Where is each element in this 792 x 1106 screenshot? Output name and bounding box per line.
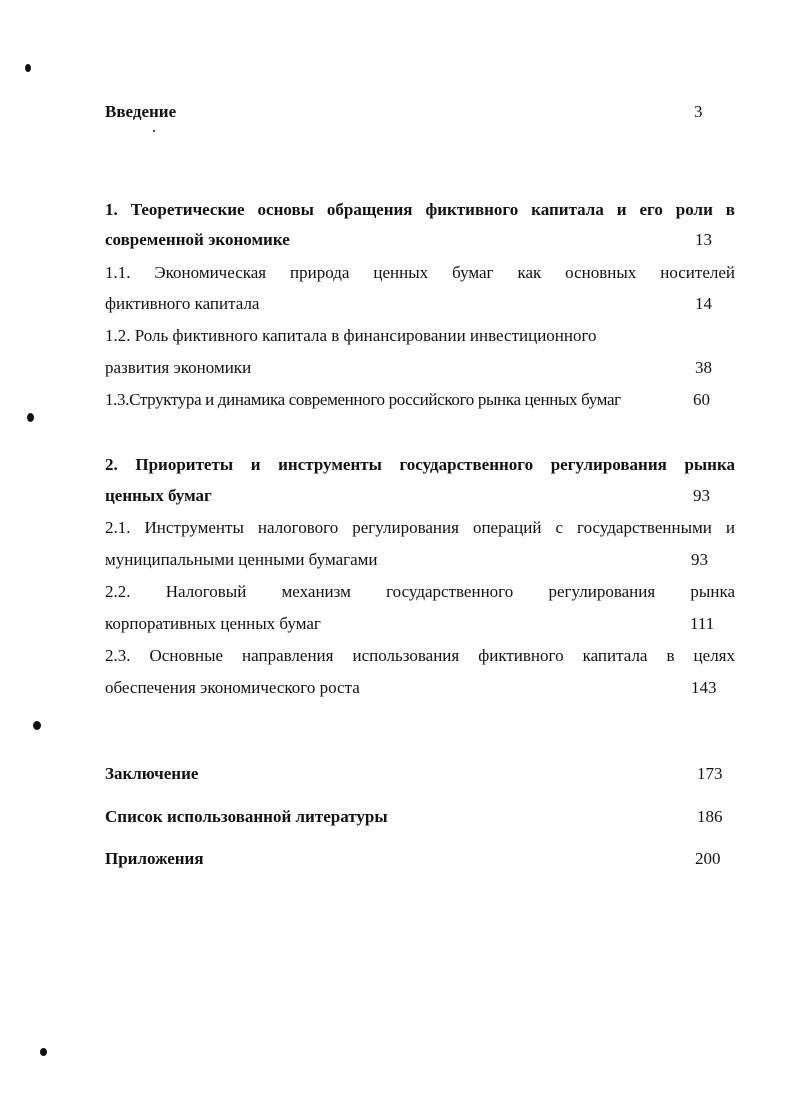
toc-intro-title: Введение [105, 102, 177, 121]
toc-ch2-title-line1: 2. Приоритеты и инструменты государственного регулирования рынка [105, 455, 735, 474]
toc-intro-page: 3 [694, 102, 703, 121]
toc-ch2-title-line2: ценных бумаг [105, 486, 212, 505]
scan-speck [33, 721, 41, 730]
toc-ch2-s3-page: 143 [691, 678, 717, 697]
toc-appendix-title: Приложения [105, 849, 204, 868]
toc-ch2-page: 93 [693, 486, 710, 505]
toc-ch2-s1-line1: 2.1. Инструменты налогового регулирования операций с государственными и [105, 518, 735, 537]
toc-ch1-title-line1: 1. Теоретические основы обращения фиктивного капитала и его роли в [105, 200, 735, 219]
toc-ch1-s1-line2: фиктивного капитала [105, 294, 260, 313]
scan-speck [25, 64, 31, 72]
toc-ch1-page: 13 [695, 230, 712, 249]
toc-ch2-s3-line1: 2.3. Основные направления использования фиктивного капитала в целях [105, 646, 735, 665]
toc-ch1-title-line2: современной экономике [105, 230, 290, 249]
toc-ch1-s2-page: 38 [695, 358, 712, 377]
toc-ch2-s3-line2: обеспечения экономического роста [105, 678, 360, 697]
toc-ch1-s3-line1: 1.3.Структура и динамика современного российского рынка ценных бумаг [105, 390, 621, 409]
toc-ch1-s3-page: 60 [693, 390, 710, 409]
toc-ch1-s2-line1: 1.2. Роль фиктивного капитала в финансировании инвестиционного [105, 326, 597, 345]
toc-references-page: 186 [697, 807, 723, 826]
toc-ch2-s1-page: 93 [691, 550, 708, 569]
toc-ch2-s2-line2: корпоративных ценных бумаг [105, 614, 321, 633]
toc-ch1-s2-line2: развития экономики [105, 358, 252, 377]
toc-conclusion-title: Заключение [105, 764, 199, 783]
scan-speck [40, 1048, 47, 1056]
toc-ch2-s2-page: 111 [690, 614, 715, 633]
toc-ch2-s2-line1: 2.2. Налоговый механизм государственного регулирования рынка [105, 582, 735, 601]
scan-speck [27, 413, 34, 422]
toc-references-title: Список использованной литературы [105, 807, 388, 826]
toc-ch1-s1-page: 14 [695, 294, 712, 313]
scan-speck [153, 130, 155, 132]
toc-ch2-s1-line2: муниципальными ценными бумагами [105, 550, 378, 569]
toc-ch1-s1-line1: 1.1. Экономическая природа ценных бумаг как основных носителей [105, 263, 735, 282]
toc-appendix-page: 200 [695, 849, 721, 868]
toc-conclusion-page: 173 [697, 764, 723, 783]
